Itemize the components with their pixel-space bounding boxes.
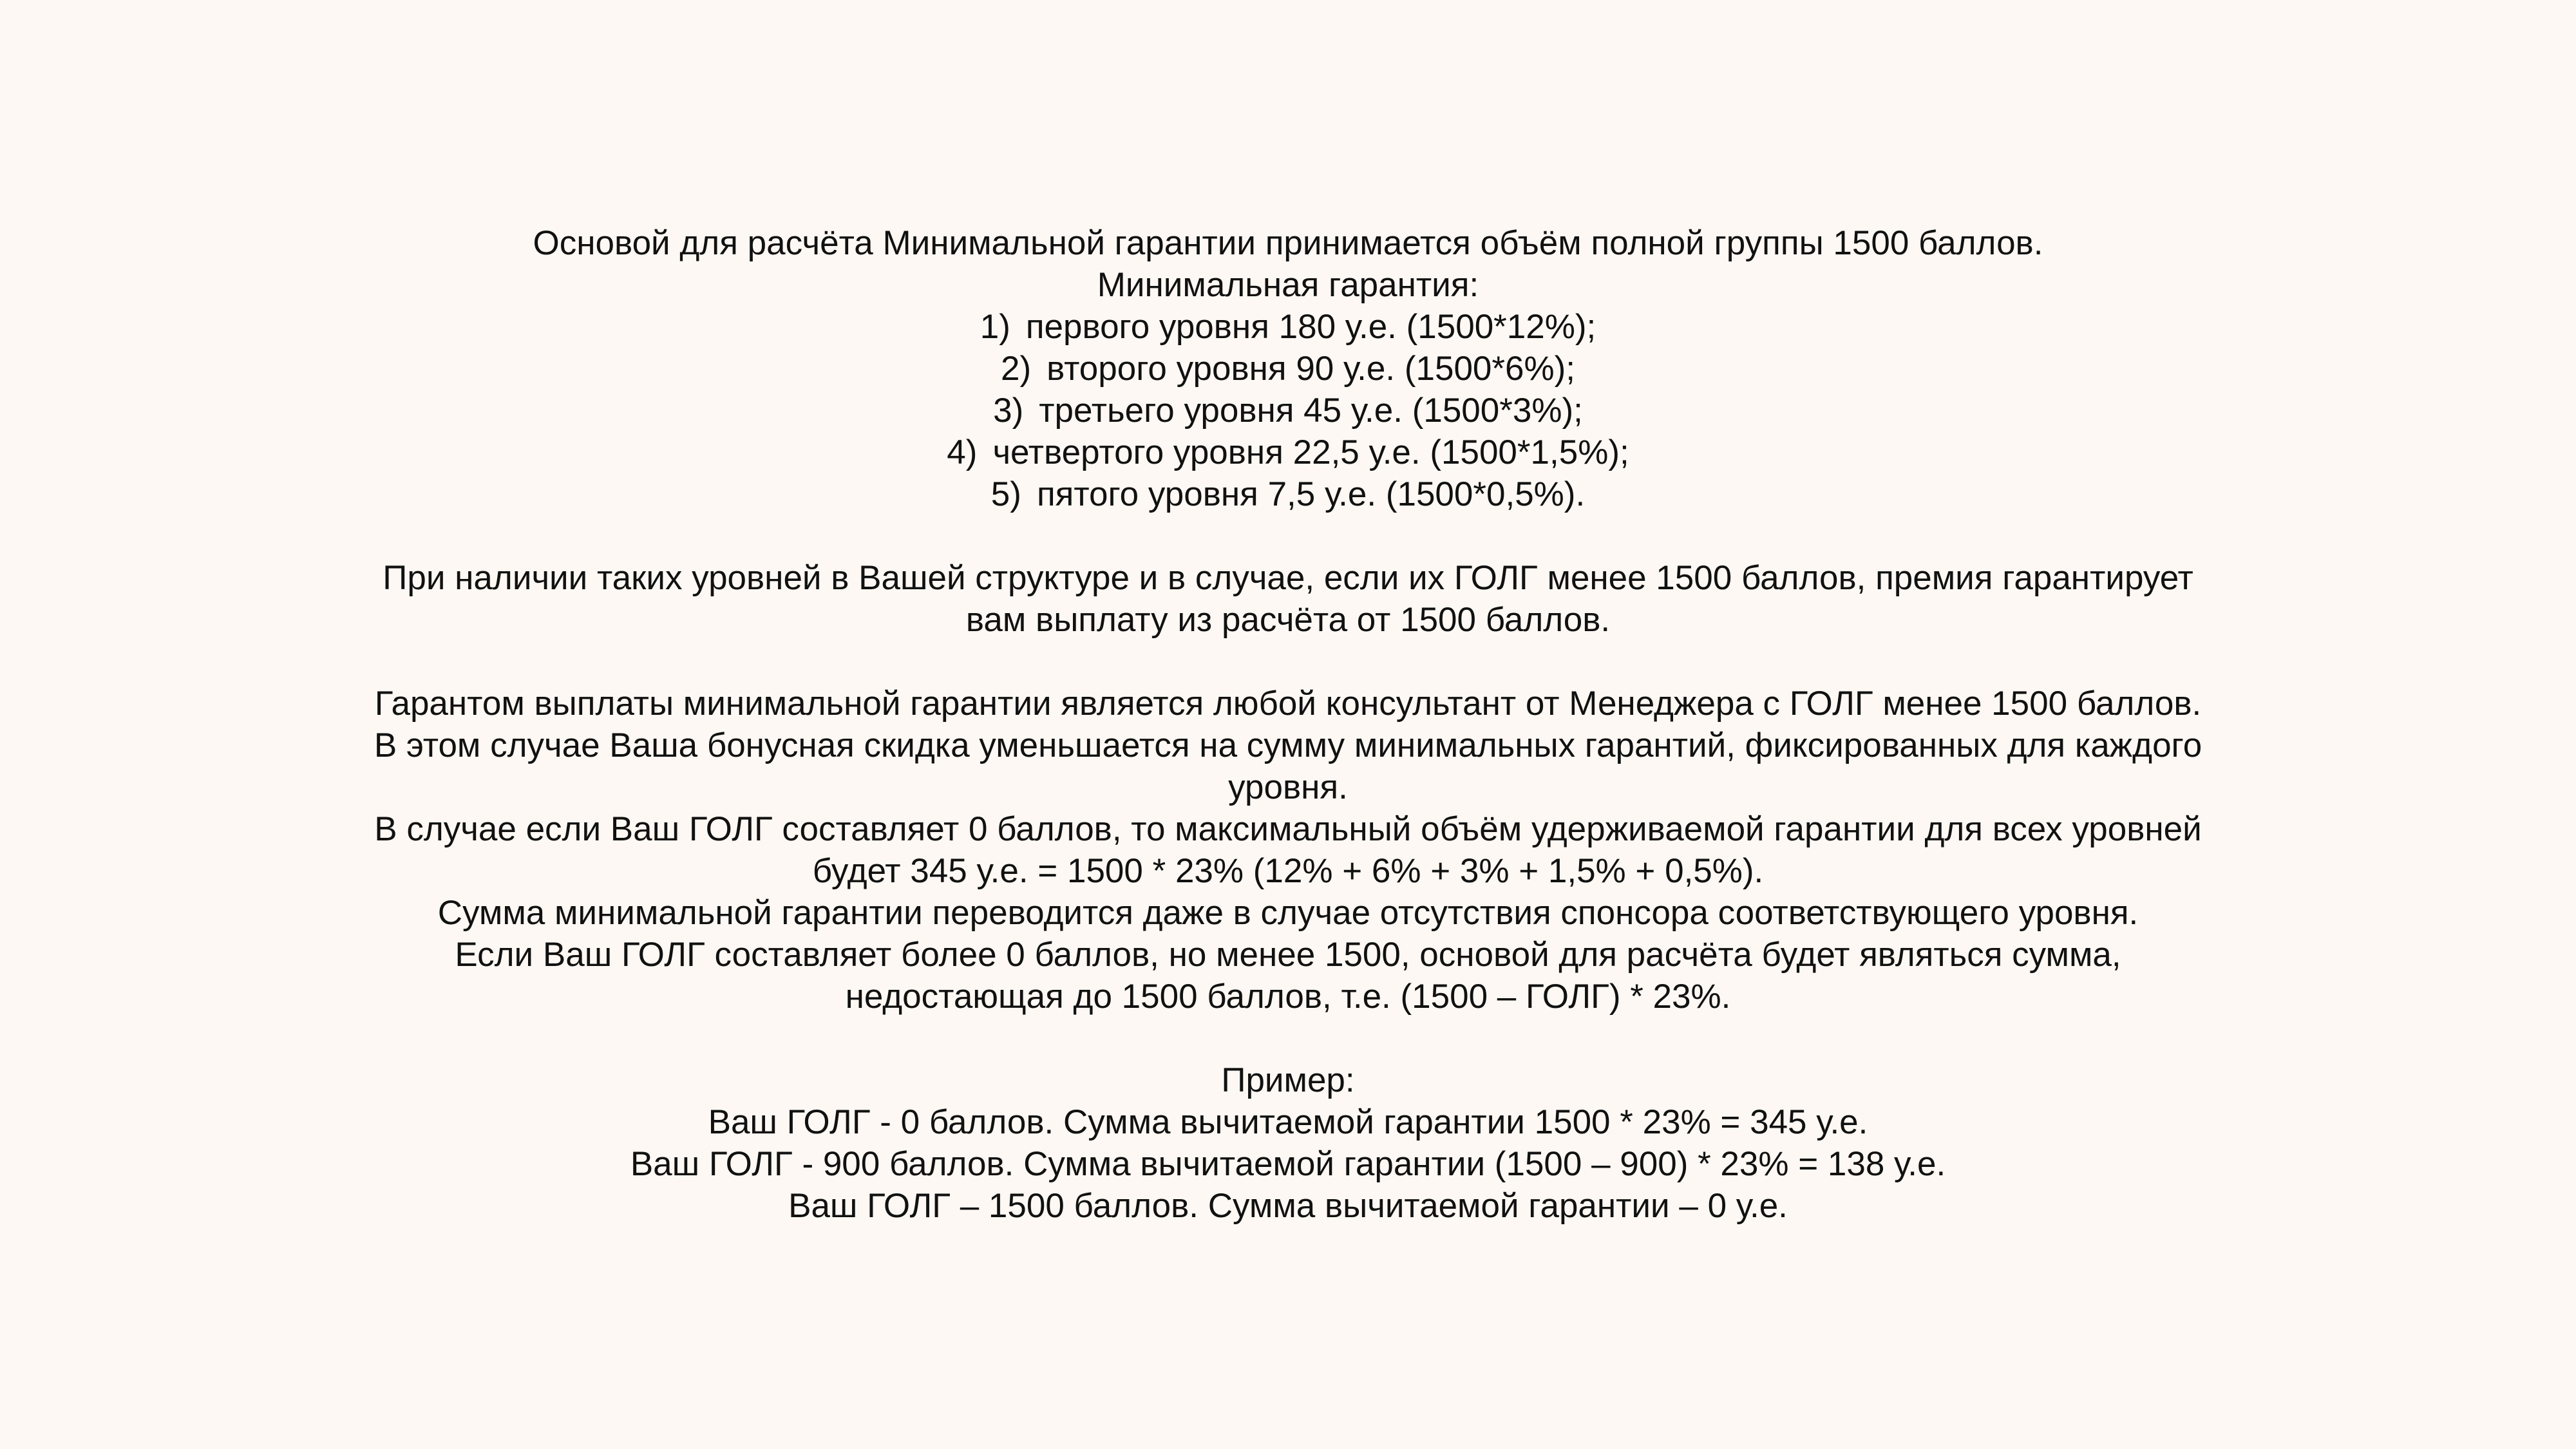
level-item xyxy=(341,390,2235,431)
guarantor-line: Если Ваш ГОЛГ составляет более 0 баллов, но менее 1500, основой для расчёта будет являться сумма, xyxy=(455,936,2121,974)
level-item xyxy=(341,431,2235,473)
level-text: второго уровня 90 у.е. (1500*6%); xyxy=(1046,350,1575,388)
levels-list xyxy=(341,306,2235,515)
condition-section xyxy=(341,557,2235,641)
intro-line: Основой для расчёта Минимальной гарантии принимается объём полной группы 1500 баллов. xyxy=(533,224,2043,262)
example-line: Ваш ГОЛГ - 0 баллов. Сумма вычитаемой гарантии 1500 * 23% = 345 у.е. xyxy=(708,1103,1868,1141)
level-item xyxy=(341,348,2235,390)
level-item xyxy=(341,473,2235,515)
level-item xyxy=(341,306,2235,348)
minimum-guarantee-heading: Минимальная гарантия: xyxy=(1097,266,1479,304)
example-line: Ваш ГОЛГ - 900 баллов. Сумма вычитаемой гарантии (1500 – 900) * 23% = 138 у.е. xyxy=(630,1145,1946,1183)
guarantor-line: Гарантом выплаты минимальной гарантии является любой консультант от Менеджера с ГОЛГ менее 1500 баллов. xyxy=(374,685,2202,723)
guarantor-line: В случае если Ваш ГОЛГ составляет 0 баллов, то максимальный объём удерживаемой гарантии для всех уровней xyxy=(374,810,2202,848)
level-number: 3) xyxy=(993,392,1024,430)
example-section xyxy=(341,1059,2235,1227)
level-number: 1) xyxy=(980,308,1010,346)
guarantor-line: В этом случае Ваша бонусная скидка уменьшается на сумму минимальных гарантий, фиксированных для каждого xyxy=(374,726,2202,764)
condition-line: вам выплату из расчёта от 1500 баллов. xyxy=(965,601,1611,639)
guarantor-line: недостающая до 1500 баллов, т.е. (1500 – ГОЛГ) * 23%. xyxy=(845,978,1731,1016)
guarantor-line: уровня. xyxy=(1228,768,1348,806)
paragraph-gap xyxy=(341,515,2235,557)
level-text: пятого уровня 7,5 у.е. (1500*0,5%). xyxy=(1036,475,1586,513)
paragraph-gap xyxy=(341,1018,2235,1059)
document-body xyxy=(341,222,2235,1227)
condition-line: При наличии таких уровней в Вашей структуре и в случае, если их ГОЛГ менее 1500 баллов, премия гарантирует xyxy=(383,559,2193,597)
level-text: первого уровня 180 у.е. (1500*12%); xyxy=(1025,308,1596,346)
intro-section xyxy=(341,222,2235,306)
level-text: четвертого уровня 22,5 у.е. (1500*1,5%); xyxy=(992,433,1629,471)
level-number: 4) xyxy=(947,433,978,471)
guarantor-line: Сумма минимальной гарантии переводится даже в случае отсутствия спонсора соответствующего уровня. xyxy=(437,894,2139,932)
guarantor-line: будет 345 у.е. = 1500 * 23% (12% + 6% + 3% + 1,5% + 0,5%). xyxy=(812,852,1764,890)
level-text: третьего уровня 45 у.е. (1500*3%); xyxy=(1039,392,1583,430)
guarantor-section xyxy=(341,683,2235,1018)
example-line: Ваш ГОЛГ – 1500 баллов. Сумма вычитаемой гарантии – 0 у.е. xyxy=(788,1187,1788,1225)
example-heading: Пример: xyxy=(1221,1061,1355,1099)
level-number: 2) xyxy=(1001,350,1032,388)
level-number: 5) xyxy=(990,475,1021,513)
paragraph-gap xyxy=(341,641,2235,683)
